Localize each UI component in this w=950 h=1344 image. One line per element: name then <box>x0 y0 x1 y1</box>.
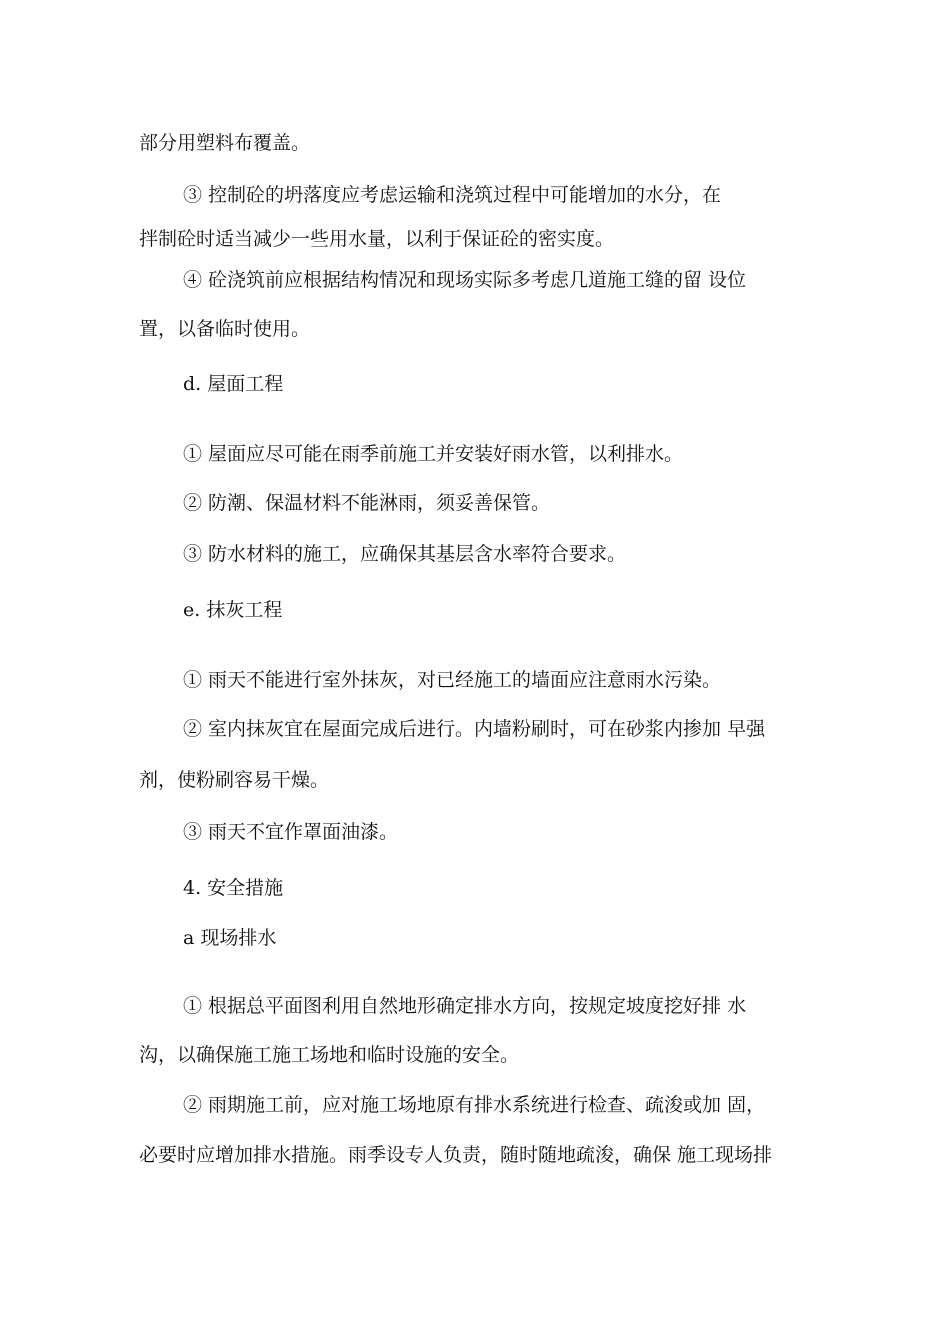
text-line: 部分用塑料布覆盖。 <box>139 132 311 154</box>
text-line: ③ 控制砼的坍落度应考虑运输和浇筑过程中可能增加的水分，在 <box>183 184 722 206</box>
text-line: ③ 雨天不宜作罩面油漆。 <box>183 821 399 843</box>
text-line: ④ 砼浇筑前应根据结构情况和现场实际多考虑几道施工缝的留 设位 <box>183 269 747 291</box>
text-line: ② 雨期施工前，应对施工场地原有排水系统进行检查、疏浚或加 固， <box>183 1094 766 1116</box>
text-line: ③ 防水材料的施工，应确保其基层含水率符合要求。 <box>183 543 627 565</box>
text-line: 置，以备临时使用。 <box>139 318 311 340</box>
text-line: 拌制砼时适当减少一些用水量，以利于保证砼的密实度。 <box>139 228 615 250</box>
text-line: 必要时应增加排水措施。雨季设专人负责，随时随地疏浚，确保 施工现场排 <box>139 1144 773 1166</box>
text-line: 剂，使粉刷容易干燥。 <box>139 769 330 791</box>
text-line: 沟，以确保施工施工场地和临时设施的安全。 <box>139 1044 520 1066</box>
sub-heading: a 现场排水 <box>183 927 277 949</box>
text-line: ② 防潮、保温材料不能淋雨，须妥善保管。 <box>183 492 551 514</box>
text-line: ① 根据总平面图利用自然地形确定排水方向，按规定坡度挖好排 水 <box>183 995 747 1017</box>
section-heading: e. 抹灰工程 <box>183 599 283 621</box>
text-line: ① 屋面应尽可能在雨季前施工并安装好雨水管，以利排水。 <box>183 443 684 465</box>
section-heading: d. 屋面工程 <box>183 373 284 395</box>
section-heading: 4. 安全措施 <box>183 877 284 899</box>
text-line: ① 雨天不能进行室外抹灰，对已经施工的墙面应注意雨水污染。 <box>183 669 722 691</box>
text-line: ② 室内抹灰宜在屋面完成后进行。内墙粉刷时，可在砂浆内掺加 早强 <box>183 718 766 740</box>
